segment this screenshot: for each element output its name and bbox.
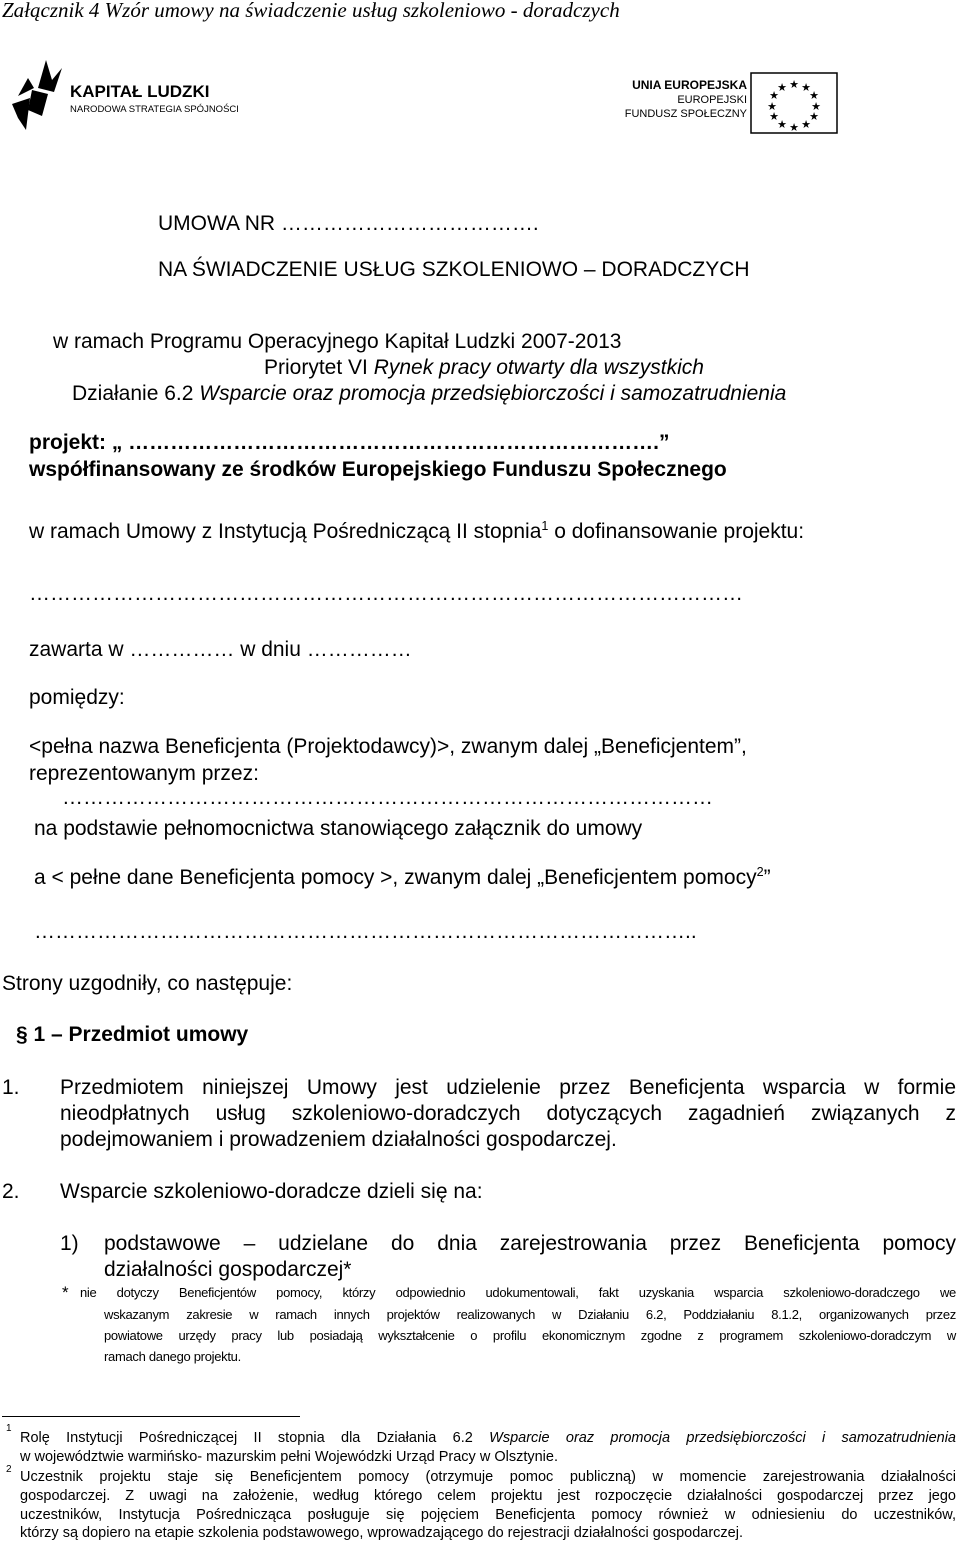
item-2-text: Wsparcie szkoleniowo-doradcze dzieli się na:	[60, 1180, 483, 1203]
agreement-line	[29, 520, 804, 544]
agreed-line: Strony uzgodniły, co następuje:	[2, 972, 293, 995]
footnote-2-line-4: którzy są dopiero na etapie szkolenia podstawowego, wprowadzającego do rejestracji działalności gospodarczej.	[20, 1525, 743, 1541]
representative-placeholder: …………………………………………………………………………………	[62, 786, 713, 809]
aid-beneficiary-line	[34, 866, 771, 890]
project-line: projekt: „ ………………………………………………………………….”	[29, 431, 670, 454]
footnote-1-prefix: Rolę Instytucji Pośredniczącej II stopnia dla Działania 6.2	[20, 1430, 490, 1446]
represented-label: reprezentowanym przez:	[29, 762, 259, 785]
note-line-4: ramach danego projektu.	[104, 1349, 241, 1364]
contract-number: UMOWA NR ……………………………….	[158, 212, 539, 235]
footnote-2-line-3: uczestników, Instytucja Pośrednicząca posługuje się pojęciem Beneficjenta pomocy również w odniesieniu do uczestników,	[20, 1507, 956, 1523]
footnote-2-number: 2	[6, 1464, 12, 1475]
concluded-line: zawarta w …………… w dniu ……………	[29, 638, 412, 661]
svg-text:★: ★	[809, 89, 819, 102]
action-line	[72, 382, 786, 406]
footnote-1-italic: Wsparcie oraz promocja przedsiębiorczości i samozatrudnienia	[489, 1430, 956, 1446]
aid-beneficiary-text: a < pełne dane Beneficjenta pomocy >, zwanym dalej „Beneficjentem pomocy	[34, 866, 757, 889]
footnote-1-line-1	[20, 1430, 956, 1446]
eu-fund-line2: FUNDUSZ SPOŁECZNY	[624, 108, 747, 120]
project-name-placeholder: …………………………………………………………………………………………	[29, 582, 743, 605]
svg-text:★: ★	[777, 81, 787, 94]
action-prefix: Działanie 6.2	[72, 382, 200, 405]
footnote-1-line-2: w województwie warmińsko- mazurskim pełni Wojewódzki Urząd Pracy w Olsztynie.	[20, 1449, 558, 1465]
footnote-2-line-1: Uczestnik projektu staje się Beneficjentem pomocy (otrzymuje pomoc publiczną) w momencie zarejestrowania działalności	[20, 1469, 956, 1485]
agreement-tail: o dofinansowanie projektu:	[548, 520, 805, 543]
svg-text:★: ★	[801, 81, 811, 94]
subitem-1-number: 1)	[60, 1232, 79, 1255]
section-1-heading: § 1 – Przedmiot umowy	[16, 1023, 249, 1046]
subitem-1-line-1: podstawowe – udzielane do dnia zarejestrowania przez Beneficjenta pomocy	[104, 1232, 956, 1255]
aid-beneficiary-placeholder: …………………………………………………………………………………..	[34, 920, 697, 943]
item-2-number: 2.	[2, 1180, 20, 1203]
contract-subject: NA ŚWIADCZENIE USŁUG SZKOLENIOWO – DORADCZYCH	[158, 258, 750, 281]
svg-text:★: ★	[809, 110, 819, 123]
svg-text:★: ★	[789, 78, 799, 91]
footnote-ref-1: 1	[541, 519, 549, 533]
star-flag-icon	[8, 58, 64, 132]
svg-text:★: ★	[789, 121, 799, 134]
annex-title: Załącznik 4 Wzór umowy na świadczenie usług szkoleniowo - doradczych	[2, 0, 620, 22]
eu-flag-icon	[750, 72, 838, 134]
agreement-text: w ramach Umowy z Instytucją Pośredniczącą II stopnia	[29, 520, 542, 543]
item-1-line-2: nieodpłatnych usług szkoleniowo-doradczych dotyczących zagadnień związanych z	[60, 1102, 956, 1125]
note-line-1: nie dotyczy Beneficjentów pomocy, którzy odpowiednio udokumentowali, fakt uzyskania wsparcia szkoleniowo-doradczego we	[80, 1285, 956, 1300]
note-line-3: powiatowe urzędy pracy lub posiadają wykształcenie o profilu ekonomicznym zgodne z programem szkoleniowo-doradczym w	[104, 1328, 956, 1343]
item-1-line-3: podejmowaniem i prowadzeniem działalności gospodarczej.	[60, 1128, 617, 1151]
action-name: Wsparcie oraz promocja przedsiębiorczości i samozatrudnienia	[199, 382, 787, 405]
program-line: w ramach Programu Operacyjnego Kapitał Ludzki 2007-2013	[53, 330, 622, 353]
priority-line	[264, 356, 704, 380]
priority-name: Rynek pracy otwarty dla wszystkich	[373, 356, 704, 379]
kapital-ludzki-name: KAPITAŁ LUDZKI	[70, 82, 210, 101]
item-1-number: 1.	[2, 1076, 20, 1099]
beneficiary-line: <pełna nazwa Beneficjenta (Projektodawcy)>, zwanym dalej „Beneficjentem”,	[29, 735, 747, 758]
subitem-1-line-2: działalności gospodarczej*	[104, 1258, 352, 1281]
svg-text:★: ★	[767, 100, 777, 113]
item-1-line-1: Przedmiotem niniejszej Umowy jest udzielenie przez Beneficjenta wsparcia w formie	[60, 1076, 956, 1099]
note-line-2: wskazanym zakresie w ramach innych projektów realizowanych w Działaniu 6.2, Poddziałaniu 8.1.2, organizowanych przez	[104, 1307, 956, 1322]
power-of-attorney-line: na podstawie pełnomocnictwa stanowiącego załącznik do umowy	[34, 817, 643, 840]
footnote-1-number: 1	[6, 1423, 12, 1434]
kapital-ludzki-logo	[8, 58, 238, 133]
footnote-ref-2: 2	[756, 865, 764, 879]
svg-text:★: ★	[777, 118, 787, 131]
kapital-ludzki-tagline: NARODOWA STRATEGIA SPÓJNOŚCI	[70, 104, 239, 115]
aid-close-quote: ”	[763, 866, 771, 889]
priority-prefix: Priorytet VI	[264, 356, 374, 379]
note-star: *	[62, 1283, 69, 1302]
svg-text:★: ★	[769, 110, 779, 123]
footnote-separator	[2, 1416, 300, 1417]
svg-text:★: ★	[811, 100, 821, 113]
eu-name: UNIA EUROPEJSKA	[632, 78, 747, 92]
eu-fund-line1: EUROPEJSKI	[677, 94, 747, 106]
eu-logo	[622, 72, 842, 134]
between-label: pomiędzy:	[29, 686, 125, 709]
svg-text:★: ★	[769, 89, 779, 102]
cofinanced-line: współfinansowany ze środków Europejskiego Funduszu Społecznego	[29, 458, 727, 481]
footnote-2-line-2: gospodarczej. Z uwagi na założenie, według którego celem projektu jest rozpoczęcie działalności gospodarczej przez jego	[20, 1488, 956, 1504]
svg-text:★: ★	[801, 118, 811, 131]
